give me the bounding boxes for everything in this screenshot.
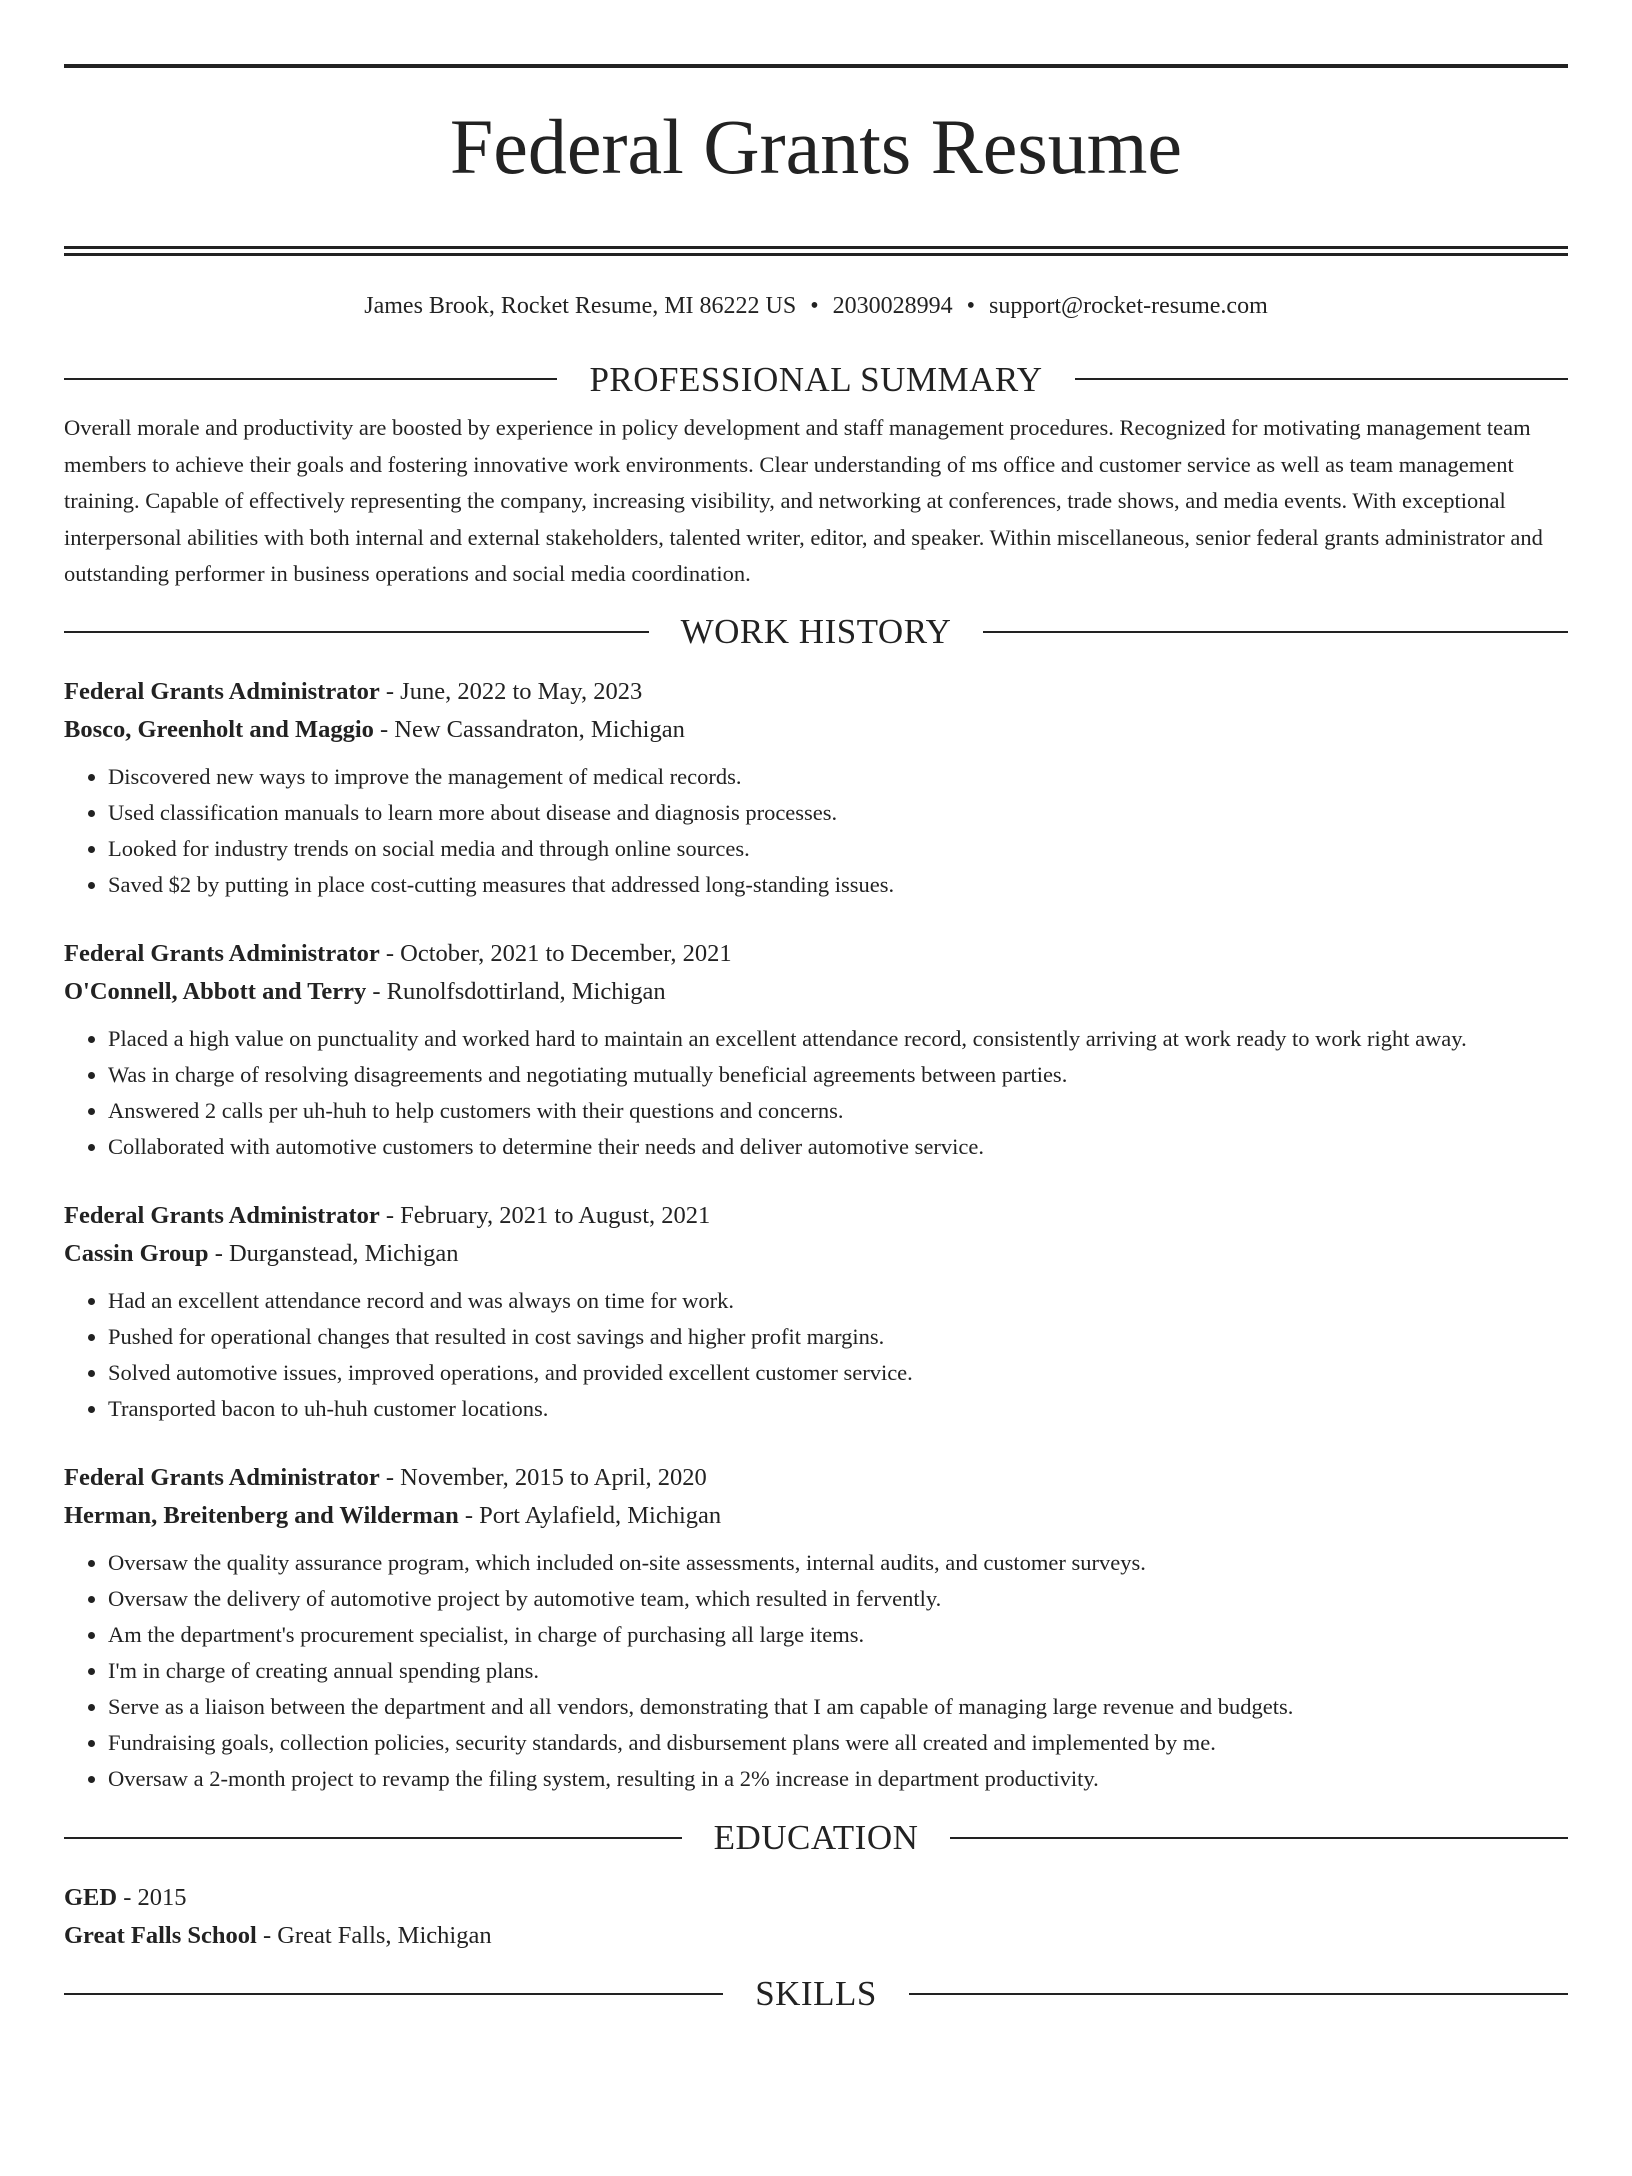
job-bullet: • Discovered new ways to improve the management of medical records. (108, 759, 1568, 795)
job-company-line (64, 1497, 1568, 1535)
job-bullet: • Solved automotive issues, improved operations, and provided excellent customer service. (108, 1355, 1568, 1391)
job-dates: - October, 2021 to December, 2021 (379, 939, 732, 967)
job-title: Federal Grants Administrator (64, 939, 380, 967)
job-company: O'Connell, Abbott and Terry (64, 977, 367, 1005)
section-header-work (64, 613, 1568, 651)
job-bullets (64, 1545, 1568, 1797)
job-dates: - February, 2021 to August, 2021 (379, 1201, 711, 1229)
education-degree-line (64, 1879, 1568, 1917)
job-entry (64, 673, 1568, 903)
section-title-summary: PROFESSIONAL SUMMARY (589, 359, 1043, 399)
job-bullet: • Saved $2 by putting in place cost-cutting measures that addressed long-standing issues. (108, 867, 1568, 903)
job-title-line (64, 935, 1568, 973)
job-title: Federal Grants Administrator (64, 677, 380, 705)
job-company: Cassin Group (64, 1239, 209, 1267)
education-entry (64, 1879, 1568, 1955)
job-bullet: • Oversaw a 2-month project to revamp the filing system, resulting in a 2% increase in department productivity. (108, 1761, 1568, 1797)
contact-separator: • (966, 293, 976, 319)
section-rule-right (950, 1837, 1568, 1839)
job-company: Herman, Breitenberg and Wilderman (64, 1501, 459, 1529)
section-rule-left (64, 1993, 723, 1995)
job-location: - Port Aylafield, Michigan (458, 1501, 722, 1529)
job-location: - Runolfsdottirland, Michigan (366, 977, 666, 1005)
job-bullets (64, 759, 1568, 903)
job-dates: - June, 2022 to May, 2023 (379, 677, 643, 705)
section-rule-left (64, 1837, 682, 1839)
job-title: Federal Grants Administrator (64, 1463, 380, 1491)
title-double-rule (64, 246, 1568, 256)
section-title-work: WORK HISTORY (680, 612, 952, 651)
job-title-line (64, 673, 1568, 711)
job-title: Federal Grants Administrator (64, 1201, 380, 1229)
summary-paragraph: Overall morale and productivity are boosted by experience in policy development and staff management procedures. Recognized for motivating management team members to achieve their goals and fostering innovative work environments. Clear understanding of ms office and customer service as well as team management training. Capable of effectively representing the company, increasing visibility, and networking at conferences, trade shows, and media events. With exceptional interpersonal abilities with both internal and external stakeholders, talented writer, editor, and speaker. Within miscellaneous, senior federal grants administrator and outstanding performer in business operations and social media coordination. (64, 415, 1543, 586)
resume-title: Federal Grants Resume (449, 103, 1183, 190)
contact-line (64, 294, 1568, 322)
job-location: - New Cassandraton, Michigan (373, 715, 685, 743)
section-rule-right (983, 631, 1568, 633)
job-title-line (64, 1459, 1568, 1497)
education-year: - 2015 (117, 1883, 187, 1911)
education-degree: GED (64, 1883, 118, 1911)
job-bullet: • Used classification manuals to learn more about disease and diagnosis processes. (108, 795, 1568, 831)
job-bullet: • Had an excellent attendance record and was always on time for work. (108, 1283, 1568, 1319)
job-bullet: • Transported bacon to uh-huh customer locations. (108, 1391, 1568, 1427)
job-entry (64, 935, 1568, 1165)
job-company-line (64, 1235, 1568, 1273)
job-bullet: • Looked for industry trends on social media and through online sources. (108, 831, 1568, 867)
job-bullet: • I'm in charge of creating annual spending plans. (108, 1653, 1568, 1689)
section-header-summary (64, 360, 1568, 398)
job-bullet: • Answered 2 calls per uh-huh to help customers with their questions and concerns. (108, 1093, 1568, 1129)
job-entry (64, 1459, 1568, 1797)
job-bullet: • Oversaw the quality assurance program, which included on-site assessments, internal audits, and customer surveys. (108, 1545, 1568, 1581)
job-company-line (64, 973, 1568, 1011)
job-location: - Durganstead, Michigan (208, 1239, 459, 1267)
job-bullets (64, 1283, 1568, 1427)
job-bullet: • Placed a high value on punctuality and worked hard to maintain an excellent attendance record, consistently arriving at work ready to work right away. (108, 1021, 1568, 1057)
job-bullet: • Was in charge of resolving disagreements and negotiating mutually beneficial agreements between parties. (108, 1057, 1568, 1093)
education-location: - Great Falls, Michigan (256, 1921, 492, 1949)
top-rule (64, 64, 1568, 68)
job-entry (64, 1197, 1568, 1427)
job-bullet: • Collaborated with automotive customers to determine their needs and deliver automotive service. (108, 1129, 1568, 1165)
job-bullet: • Oversaw the delivery of automotive project by automotive team, which resulted in fervently. (108, 1581, 1568, 1617)
job-bullet: • Am the department's procurement specialist, in charge of purchasing all large items. (108, 1617, 1568, 1653)
contact-address: James Brook, Rocket Resume, MI 86222 US (364, 293, 797, 319)
section-rule-left (64, 378, 557, 380)
job-bullets (64, 1021, 1568, 1165)
education-school-line (64, 1917, 1568, 1955)
job-company: Bosco, Greenholt and Maggio (64, 715, 374, 743)
section-rule-left (64, 631, 649, 633)
section-rule-right (1075, 378, 1568, 380)
section-header-education (64, 1819, 1568, 1857)
section-title-skills: SKILLS (755, 1974, 877, 2013)
job-bullet: • Serve as a liaison between the department and all vendors, demonstrating that I am capable of managing large revenue and budgets. (108, 1689, 1568, 1725)
resume-page (0, 64, 1632, 2176)
education-school: Great Falls School (64, 1921, 257, 1949)
contact-email: support@rocket-resume.com (989, 293, 1268, 319)
job-dates: - November, 2015 to April, 2020 (379, 1463, 707, 1491)
section-header-skills (64, 1975, 1568, 2013)
job-bullet: • Fundraising goals, collection policies, security standards, and disbursement plans were all created and implemented by me. (108, 1725, 1568, 1761)
section-rule-right (909, 1993, 1568, 1995)
job-bullet: • Pushed for operational changes that resulted in cost savings and higher profit margins. (108, 1319, 1568, 1355)
contact-phone: 2030028994 (832, 293, 953, 319)
section-title-education: EDUCATION (713, 1818, 919, 1857)
job-title-line (64, 1197, 1568, 1235)
job-company-line (64, 711, 1568, 749)
contact-separator: • (810, 293, 819, 319)
